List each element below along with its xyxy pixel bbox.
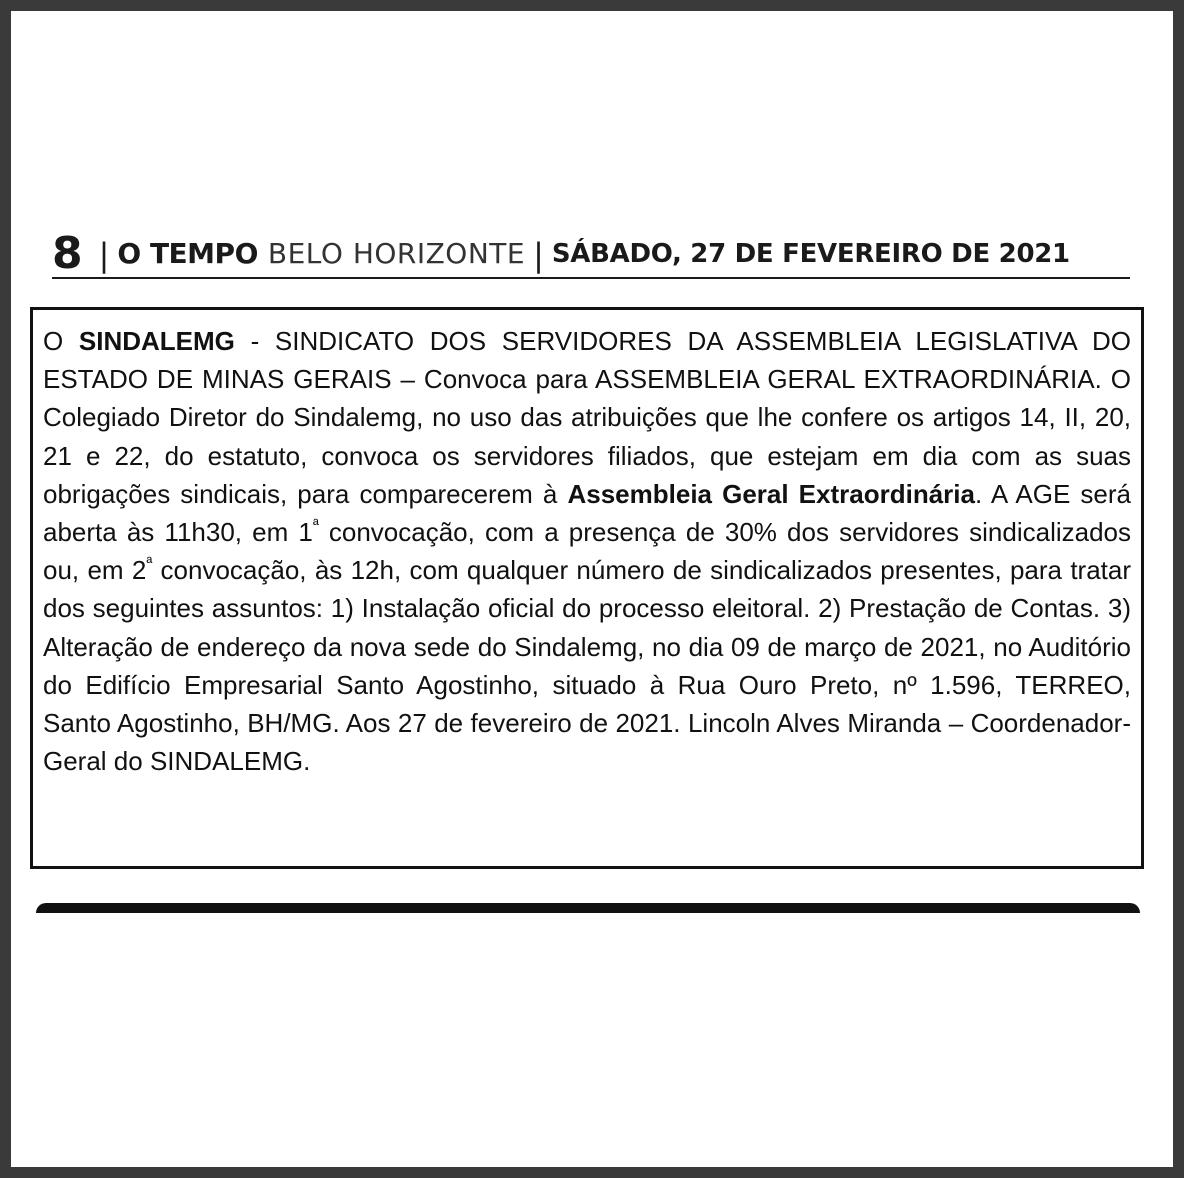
newspaper-name: O TEMPO — [117, 237, 258, 270]
notice-text — [43, 322, 1131, 780]
notice-org-name: SINDALEMG — [78, 326, 235, 356]
notice-text-part: O — [43, 326, 79, 356]
page-number: 8 — [52, 228, 83, 279]
ordinal-indicator: ª — [146, 555, 153, 573]
notice-assembly-name: Assembleia Geral Extraordinária — [567, 478, 975, 509]
ordinal-indicator: ª — [312, 517, 319, 535]
notice-text-part: convocação, às 12h, com qualquer número de sindicalizados presentes, para tratar dos seguintes assuntos: 1) Instalação oficial do processo eleitoral. 2) Prestação de Contas. 3) Alteração de endereço da nova sede do Sindalemg, no dia 09 de março de 2021, no Auditório do Edifício Empresarial Santo Agostinho, situado à Rua Ouro Preto, nº 1.596, TERREO, Santo Agostinho, BH/MG. Aos 27 de fevereiro de 2021. Lincoln Alves Miranda – Coordenador-Geral do SINDALEMG. — [43, 555, 1131, 777]
masthead-rule — [52, 277, 1130, 279]
next-section-border — [36, 903, 1140, 913]
edition-city: BELO HORIZONTE — [267, 237, 526, 270]
publication-date: SÁBADO, 27 DE FEVEREIRO DE 2021 — [551, 239, 1070, 269]
notice-text-part: . A AGE será aberta às 11h30, em 1 — [43, 478, 1131, 548]
legal-notice-box — [30, 307, 1144, 869]
notice-text-part: convocação, com a presença de 30% dos servidores sindicalizados ou, em 2 — [43, 517, 1131, 586]
masthead-separator: | — [98, 236, 110, 274]
masthead-separator-2: | — [533, 236, 544, 274]
newspaper-masthead — [52, 226, 1130, 279]
notice-text-part: - SINDICATO DOS SERVIDORES DA ASSEMBLEIA LEGISLATIVA DO ESTADO DE MINAS GERAIS – Convoca para ASSEMBLEIA GERAL EXTRAORDINÁRIA. O Colegiado Diretor do Sindalemg, no uso das atribuições que lhe confere os artigos 14, II, 20, 21 e 22, do estatuto, convoca os servidores filiados, que estejam em dia com as suas obrigações sindicais, para comparecerem à — [43, 326, 1131, 509]
